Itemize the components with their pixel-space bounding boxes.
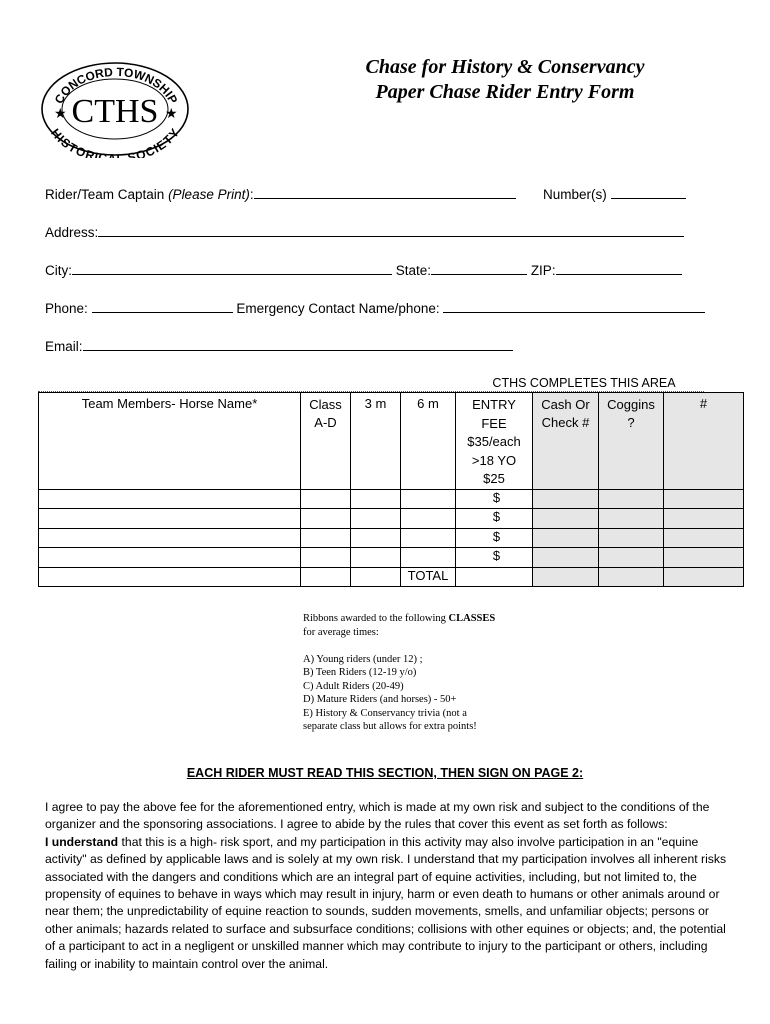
- table-row: [39, 489, 744, 509]
- email-label: Email:: [45, 339, 83, 354]
- logo-top-arc: CONCORD TOWNSHIP: [51, 64, 181, 107]
- class-cell[interactable]: [301, 489, 351, 509]
- entry-fee-header: ENTRY FEE $35/each >18 YO $25: [456, 393, 533, 490]
- email-row: [45, 338, 513, 354]
- number-field[interactable]: [611, 186, 686, 199]
- fee-cell[interactable]: $: [456, 509, 533, 529]
- rider-note: (Please Print): [168, 187, 250, 202]
- cash-check-header: Cash Or Check #: [533, 393, 599, 490]
- address-field[interactable]: [98, 224, 684, 237]
- rider-captain-field[interactable]: [254, 186, 516, 199]
- city-row: [45, 262, 682, 278]
- address-row: [45, 224, 684, 240]
- team-cell[interactable]: [39, 548, 301, 568]
- waiver-heading: EACH RIDER MUST READ THIS SECTION, THEN SIGN ON PAGE 2:: [186, 766, 584, 780]
- rider-captain-row: Rider/Team Captain (Please Print):: [45, 186, 516, 202]
- waiver-paragraph: I agree to pay the above fee for the aforementioned entry, which is made at my own risk and subject to the conditions of the organizer and the sponsoring associations. I agree to abide by the rules that cover this event as set forth as follows:: [45, 800, 710, 832]
- three-m-cell[interactable]: [351, 548, 401, 568]
- entry-table: [38, 392, 744, 587]
- six-m-header: 6 m: [401, 393, 456, 490]
- team-cell[interactable]: [39, 509, 301, 529]
- table-row: [39, 528, 744, 548]
- rider-label: Rider/Team Captain: [45, 187, 169, 202]
- six-m-cell[interactable]: [401, 489, 456, 509]
- star-icon: ★: [54, 105, 67, 121]
- class-item: D) Mature Riders (and horses) - 50+: [303, 694, 457, 705]
- form-title-line2: Paper Chase Rider Entry Form: [375, 81, 635, 103]
- state-field[interactable]: [431, 262, 527, 275]
- class-item: C) Adult Riders (20-49): [303, 680, 404, 692]
- fee-cell[interactable]: $: [456, 489, 533, 509]
- table-total-row: [39, 567, 744, 587]
- state-label: State:: [395, 263, 432, 278]
- table-row: [39, 509, 744, 529]
- three-m-cell[interactable]: [351, 489, 401, 509]
- form-title-line1: Chase for History & Conservancy: [365, 56, 645, 78]
- class-item: separate class but allows for extra points!: [303, 721, 477, 732]
- city-field[interactable]: [72, 262, 392, 275]
- table-row: [39, 548, 744, 568]
- waiver-paragraph: I understand that this is a high- risk sport, and my participation in this activity may also involve participation in an "equine activity" as defined by applicable laws and is solely at my own risk. I understand that my participation involves all inherent risks associated with the dangers and conditions which are an integral part of equine activities, including, but not limited to, the propensity of equines to behave in ways which may result in injury, harm or even death to humans or other animals around or near them; the unpredictability of equine reaction to sounds, sudden movements, smells, and unfamiliar objects; persons or other animals; hazards related to surface and subsurface conditions; collisions with other equines or objects; and, the potential of a participant to act in a negligent or unskilled manner which may contribute to injury to the participant or others, including failing or inability to maintain control over the animal.: [45, 834, 727, 971]
- phone-label: Phone:: [45, 301, 88, 316]
- star-icon: ★: [165, 105, 178, 121]
- table-header-row: [39, 393, 744, 490]
- team-cell[interactable]: [39, 528, 301, 548]
- cths-note: CTHS COMPLETES THIS AREA: [492, 376, 676, 390]
- waiver-text: [45, 799, 735, 973]
- logo-monogram: CTHS: [71, 93, 159, 130]
- phone-row: [45, 300, 705, 316]
- class-item: B) Teen Riders (12-19 y/o): [303, 667, 417, 678]
- three-m-header: 3 m: [351, 393, 401, 490]
- fee-cell[interactable]: $: [456, 548, 533, 568]
- number-label: Number(s): [543, 187, 607, 202]
- six-m-cell[interactable]: [401, 528, 456, 548]
- class-cell[interactable]: [301, 548, 351, 568]
- number-row: [543, 186, 686, 202]
- cths-logo: [40, 60, 190, 158]
- class-cell[interactable]: [301, 528, 351, 548]
- class-item: A) Young riders (under 12) ;: [303, 653, 423, 665]
- zip-label: ZIP:: [530, 263, 556, 278]
- city-label: City:: [45, 263, 72, 278]
- ribbons-info: Ribbons awarded to the following CLASSES for average times: A) Young riders (under 12) ; B) Teen Riders (12-19 y/o) C) Adult Riders (20-49) D) Mature Riders (and horses) - 50+ E) History & Conservancy trivia (not a separate class but allows for extra points!: [303, 613, 496, 732]
- class-cell[interactable]: [301, 509, 351, 529]
- class-item: E) History & Conservancy trivia (not a: [303, 707, 467, 719]
- three-m-cell[interactable]: [351, 509, 401, 529]
- fee-cell[interactable]: $: [456, 528, 533, 548]
- phone-field[interactable]: [92, 300, 233, 313]
- zip-field[interactable]: [556, 262, 682, 275]
- team-cell[interactable]: [39, 489, 301, 509]
- emergency-label: Emergency Contact Name/phone:: [236, 301, 440, 316]
- team-header: Team Members- Horse Name*: [39, 393, 301, 490]
- six-m-cell[interactable]: [401, 548, 456, 568]
- three-m-cell[interactable]: [351, 567, 401, 587]
- emergency-field[interactable]: [443, 300, 705, 313]
- class-cell[interactable]: [301, 567, 351, 587]
- coggins-header: Coggins ?: [599, 393, 664, 490]
- total-label: TOTAL: [401, 567, 456, 587]
- address-label: Address:: [45, 225, 99, 240]
- three-m-cell[interactable]: [351, 528, 401, 548]
- six-m-cell[interactable]: [401, 509, 456, 529]
- email-field[interactable]: [83, 338, 513, 351]
- number-header: #: [664, 393, 744, 490]
- total-fee-cell[interactable]: [456, 567, 533, 587]
- logo-bottom-arc: HISTORIC SOCIETY: [48, 125, 182, 158]
- svg-text:HISTORICAL SOCIETY: [48, 126, 182, 158]
- class-header: Class A-D: [301, 393, 351, 490]
- team-cell[interactable]: [39, 567, 301, 587]
